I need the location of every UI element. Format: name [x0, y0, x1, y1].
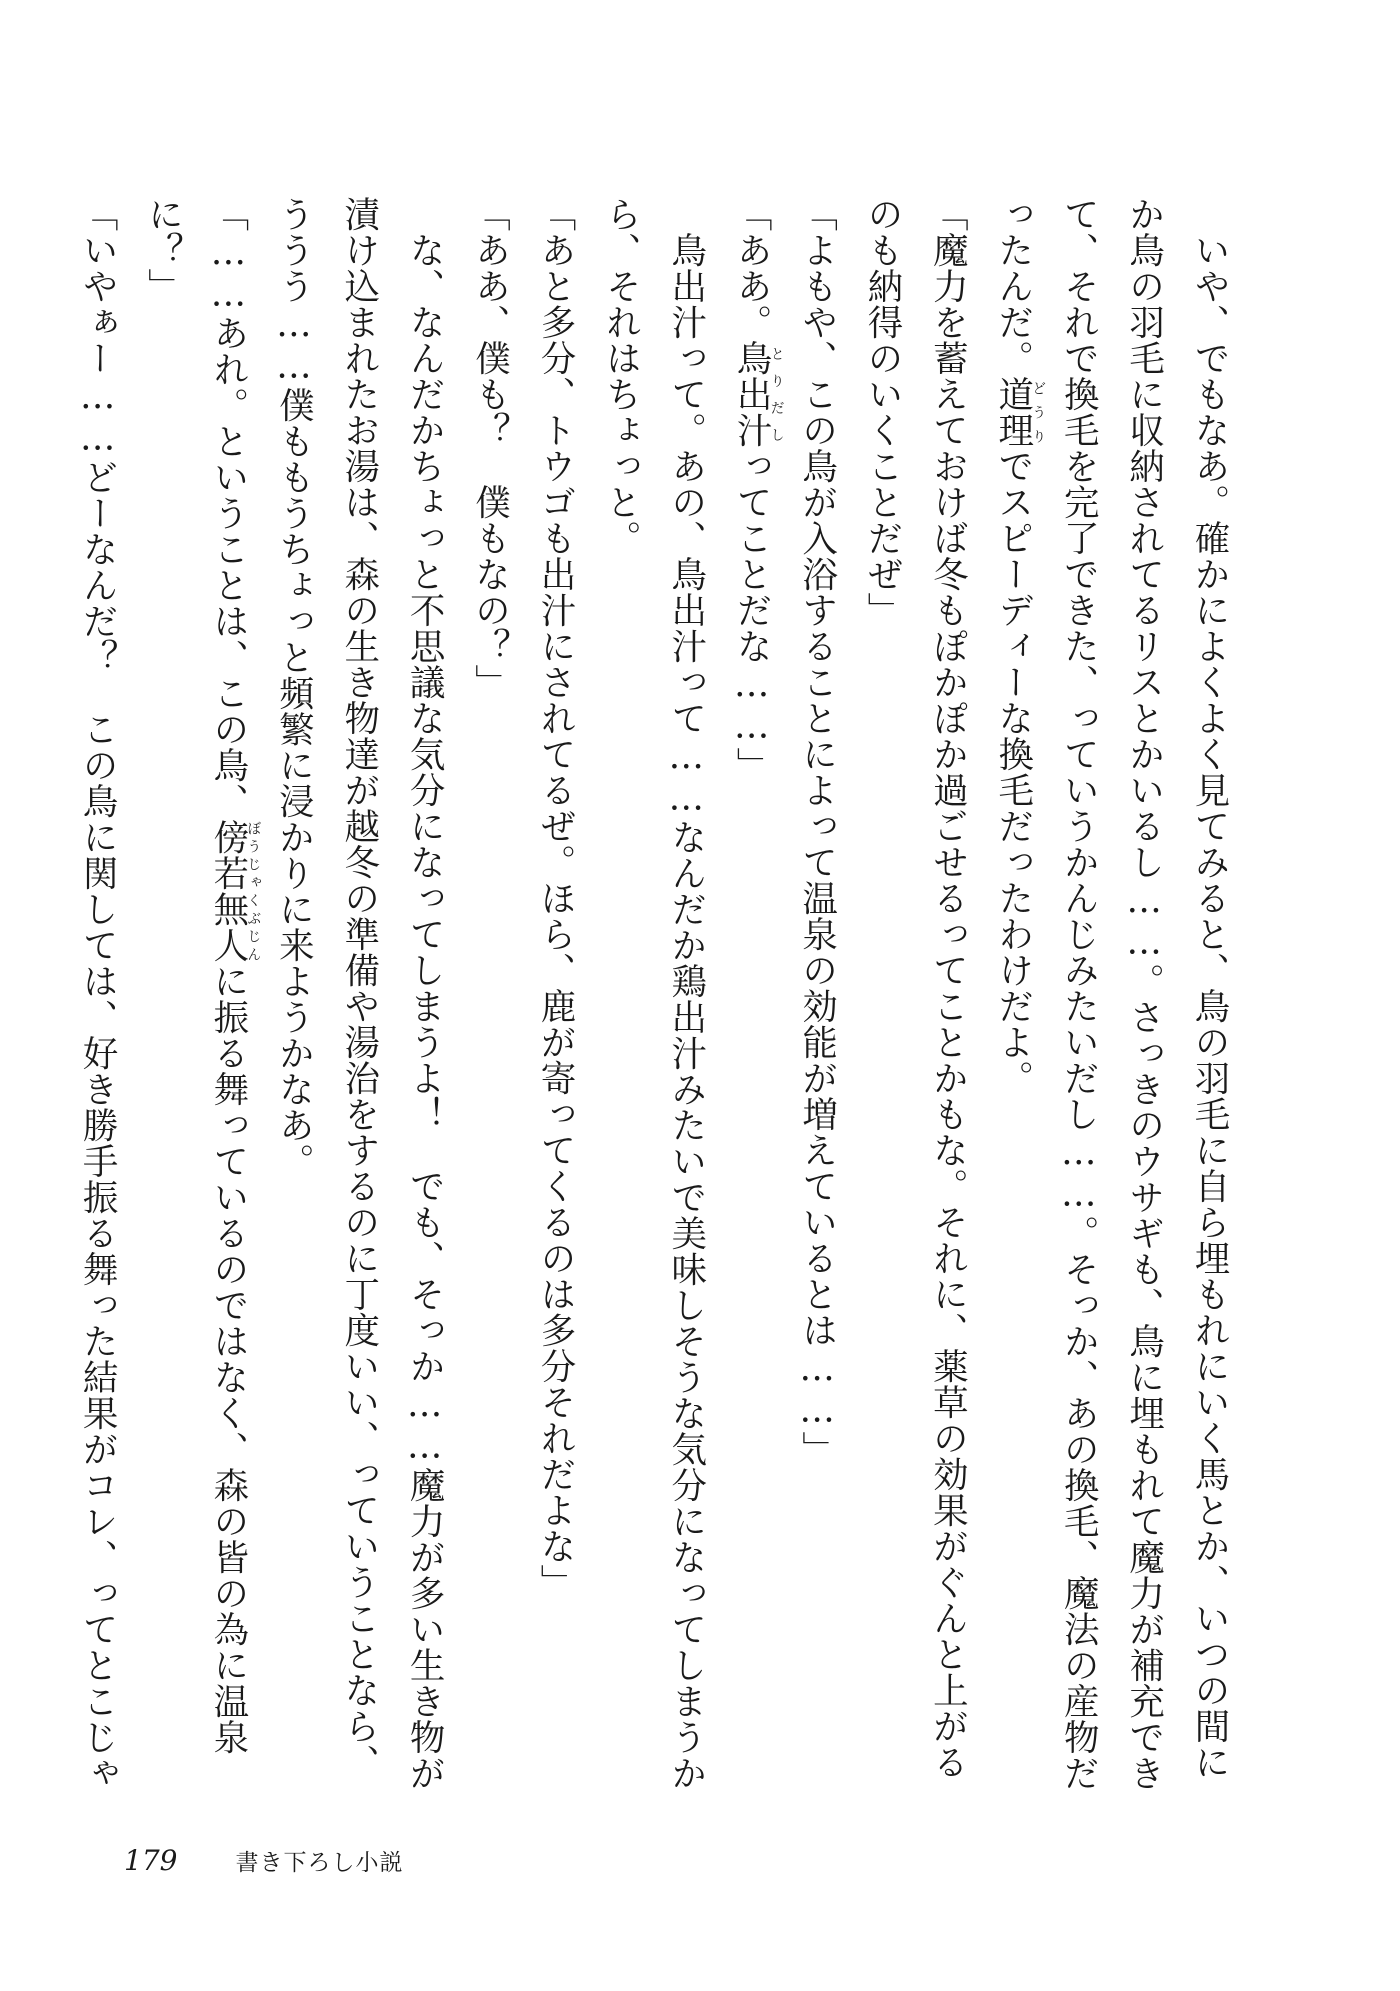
ruby-douri-reading: どうり	[1030, 376, 1047, 448]
text-line-15: ううう……僕ももうちょっと頻繁に浸かりに来ようかなあ。	[273, 196, 315, 1179]
text-line-4: ったんだ。道理どうりでスピーディーな換毛だったわけだよ。	[992, 196, 1047, 1096]
text-line-18: 「いやぁー……どーなんだ？ この鳥に関しては、好き勝手振る舞った結果がコレ、ってとこじゃ	[77, 196, 119, 1791]
running-head: 書き下ろし小説	[235, 1850, 404, 1876]
text-line-13: な、なんだかちょっと不思議な気分になってしまうよ！ でも、そっか……魔力が多い生き物が	[404, 196, 446, 1791]
text-line-8: 「ああ。鳥出汁とりだしってことだな……」	[731, 196, 785, 783]
text-line-1: いや、でもなあ。確かによくよく見てみると、鳥の羽毛に自ら埋もれにいく馬とか、いつの間に	[1189, 196, 1230, 1780]
text-line-7: 「よもや、この鳥が入浴することによって温泉の効能が増えているとは……」	[796, 196, 838, 1467]
page-footer	[124, 1844, 403, 1884]
ruby-douri	[992, 376, 1047, 448]
text-line-9: 鳥出汁って。あの、鳥出汁って……なんだか鶏出汁みたいで美味しそうな気分になってしまうか	[665, 196, 707, 1791]
text-line-2: か鳥の羽毛に収納されてるリスとかいるし……。さっきのウサギも、鳥に埋もれて魔力が補充でき	[1123, 196, 1165, 1791]
page-number: 179	[124, 1844, 178, 1877]
text-line-14: 漬け込まれたお湯は、森の生き物達が越冬の準備や湯治をするのに丁度いい、っていうことなら、	[338, 196, 380, 1780]
text-line-17: に？」	[142, 196, 184, 304]
text-line-10: ら、それはちょっと。	[600, 196, 642, 556]
text-line-6: のも納得のいくことだぜ」	[861, 196, 903, 628]
text-line-16: 「……あれ。ということは、この鳥、傍若無人ぼうじゃくぶじんに振る舞っているのではなく、森の皆の為に温泉	[207, 196, 262, 1755]
text-line-3: て、それで換毛を完了できた、っていうかんじみたいだし……。そっか、あの換毛、魔法の産物だ	[1058, 196, 1100, 1791]
ruby-toridashi-reading: とりだし	[768, 340, 785, 448]
ruby-toridashi-base: 鳥出汁	[731, 340, 773, 448]
ruby-boujakubujin-reading: ぼうじゃくぶじん	[245, 819, 262, 963]
vertical-text-block	[77, 196, 1242, 1791]
text-line-5: 「魔力を蓄えておけば冬もぽかぽか過ごせるってことかもな。それに、薬草の効果がぐんと上がる	[927, 196, 969, 1780]
ruby-toridashi	[731, 340, 785, 448]
text-line-12: 「ああ、僕も？ 僕もなの？」	[469, 196, 511, 700]
ruby-boujakubujin-base: 傍若無人	[207, 819, 249, 963]
text-line-11: 「あと多分、トウゴも出汁にされてるぜ。ほら、鹿が寄ってくるのは多分それだよな」	[534, 196, 576, 1600]
ruby-douri-base: 道理	[992, 376, 1034, 448]
ruby-boujakubujin	[207, 819, 262, 963]
